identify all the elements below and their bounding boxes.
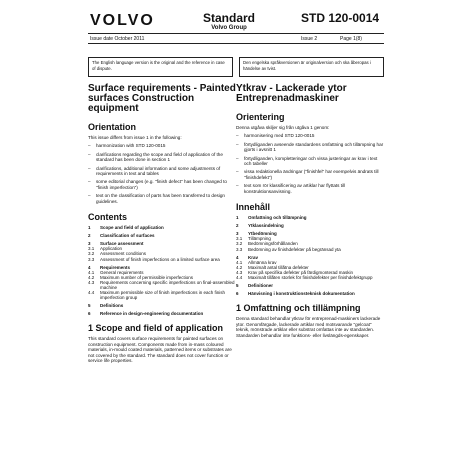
list-item: – clarifications regarding the scope and field of application of the standard has been done in section 1: [88, 151, 223, 163]
notice-box-swedish: Den engelska språkversionen är originalversion och ska åberopas i händelse av tvist.: [239, 57, 384, 77]
issue-date: Issue date October 2011: [90, 36, 145, 42]
toc-entry: [88, 233, 236, 238]
orientation-list: [88, 143, 236, 204]
standard-title: Standard: [202, 11, 255, 25]
toc-entry: [236, 223, 384, 228]
toc-number: 5: [236, 283, 239, 289]
toc-number: 3.2: [88, 251, 95, 257]
toc-entry: [88, 303, 236, 308]
toc-entry: [88, 280, 236, 290]
toc-number: 4.1: [236, 259, 243, 265]
list-item: – vissa redaktionella ändringar ("finishfel" har exempelvis ändrats till "finishdefekt"): [236, 169, 379, 180]
toc-title: Tillämpning: [248, 236, 271, 242]
toc-entry: [88, 311, 236, 316]
list-item: – text som rör klassificering av artiklar har flyttats till konstruktionsanvisning.: [236, 183, 346, 194]
toc-entry: [236, 275, 384, 280]
section-1-heading: 1 Omfattning och tillämpning: [236, 303, 361, 314]
toc-number: 3.3: [88, 256, 95, 262]
toc-number: 4.4: [236, 275, 243, 280]
toc-number: 3.3: [236, 246, 243, 252]
toc-title: Maximum permissible size of finish imperfections in each finish imperfection group: [100, 290, 226, 301]
toc-title: Classification of surfaces: [100, 233, 155, 239]
toc-title: Allmänna krav: [248, 259, 277, 265]
toc-title: Requirements concerning specific imperfections on final-assembled machine: [100, 279, 235, 290]
toc-title: Hänvisning i konstruktionsteknisk dokumentation: [248, 291, 355, 297]
section-1-text: Denna standard behandlar ytkrav för entreprenad-maskiners lackerade ytor. Genomfärgade, lackerade artiklar med motsvarande "gelcoat" teknik, mönstrade artiklar eller substrat omfattas inte av standarden. Standarden behandlar inte funktions- eller livslängds-egenskaper.: [236, 316, 381, 338]
table-of-contents: [236, 215, 384, 296]
standard-subtitle: Volvo Group: [211, 25, 247, 31]
toc-title: Ytklassindelning: [248, 223, 284, 229]
toc-title: Surface assessment: [100, 241, 144, 247]
toc-number: 3.1: [88, 246, 95, 252]
list-item: – harmonisering med STD 120-0015: [236, 133, 315, 139]
toc-entry: [236, 215, 384, 220]
orientation-intro: This issue differs from issue 1 in the following:: [88, 135, 182, 140]
toc-title: Maximalt antal tillåtna defekter: [248, 264, 309, 270]
standard-number: STD 120-0014: [301, 11, 380, 25]
orientering-list: [236, 133, 384, 194]
toc-title: Krav: [248, 254, 259, 260]
toc-title: Scope and field of application: [100, 225, 164, 231]
toc-number: 6: [88, 311, 91, 317]
toc-entry: [88, 225, 236, 230]
table-of-contents: [88, 225, 236, 316]
list-item: – text on the classification of parts has been transferred to design guidelines.: [88, 193, 225, 204]
toc-title: Reference in design-engineering documentation: [100, 311, 204, 317]
notice-box-english: The English language version is the original and the reference in case of dispute.: [88, 57, 233, 77]
toc-number: 2: [88, 233, 91, 239]
swedish-column: [236, 84, 384, 338]
toc-entry: [236, 283, 384, 288]
toc-title: Definitions: [100, 303, 124, 309]
toc-entry: [236, 291, 384, 296]
section-1-text: This standard covers surface requirements for painted surfaces on construction equipment. Components made from in-mass coloured materials, in-mould coated materials, patterned items or substrates are not covered by the standard. The standard does not cover function or service life properties.: [88, 336, 232, 364]
orientering-intro: Denna utgåva skiljer sig från utgåva 1 genom:: [236, 125, 330, 130]
list-item: – some editorial changes (e.g. "finish defect" has been changed to "finish imperfection"): [88, 179, 227, 190]
list-item: – förtydliganden, kompletteringar och vissa justeringar av krav i text och tabeller: [236, 155, 378, 167]
innehall-heading: Innehåll: [236, 202, 271, 213]
toc-title: Application: [100, 246, 123, 252]
header-rule-bottom: [88, 43, 384, 44]
toc-title: Assessment of finish imperfections on a limited surface area: [100, 256, 220, 262]
toc-title: Omfattning och tillämpning: [248, 215, 307, 221]
list-item: – harmonization with STD 120-0015: [88, 143, 166, 149]
toc-title: Assessment conditions: [100, 251, 147, 257]
toc-title: Bedömning av finishdefekter på begränsad yta: [248, 246, 341, 252]
toc-title: Maximum number of permissible imperfections: [100, 274, 194, 280]
toc-title: Krav på specifika defekter på färdigmonterad maskin: [248, 269, 354, 275]
toc-title: Maximalt tillåten storlek för finishdefekter per finishdefektgrupp: [248, 275, 373, 280]
issue-number: Issue 2: [301, 36, 318, 42]
header-rule-top: [88, 33, 384, 34]
toc-title: General requirements: [100, 269, 144, 275]
list-item: – förtydliganden avseende standardens omfattning och tillämpning har gjorts i avsnitt 1: [236, 141, 384, 153]
toc-number: 4.2: [236, 264, 243, 270]
toc-title: Requirements: [100, 264, 131, 270]
contents-heading: Contents: [88, 212, 127, 223]
volvo-logo: VOLVO: [90, 12, 155, 29]
toc-number: 1: [88, 225, 91, 231]
toc-entry: [88, 257, 236, 262]
english-column: [88, 84, 236, 364]
orientering-heading: Orientering: [236, 112, 285, 122]
toc-entry: [236, 247, 384, 252]
toc-number: 4: [236, 254, 239, 260]
page-number: Page 1(8): [340, 36, 362, 42]
toc-number: 2: [236, 223, 239, 229]
english-title: Surface requirements - Painted surfaces Construction equipment: [88, 83, 236, 114]
swedish-title: Ytkrav - Lackerade ytor Entreprenadmaskiner: [236, 83, 347, 104]
toc-title: Ytbedömning: [248, 231, 277, 237]
toc-number: 3: [236, 231, 239, 237]
list-item: – clarifications, additional information and some adjustments of requirements in text and tables: [88, 165, 221, 177]
toc-number: 5: [88, 303, 91, 309]
toc-number: 4.3: [236, 269, 243, 275]
section-1-heading: 1 Scope and field of application: [88, 323, 224, 334]
toc-number: 4.1: [88, 269, 95, 275]
toc-number: 4.2: [88, 274, 95, 280]
toc-title: Definitioner: [248, 283, 274, 289]
toc-number: 3: [88, 241, 91, 247]
toc-number: 3.2: [236, 241, 243, 247]
toc-number: 1: [236, 215, 239, 221]
toc-entry: [88, 290, 236, 300]
toc-number: 4: [88, 264, 91, 270]
toc-number: 3.1: [236, 236, 243, 242]
toc-number: 4.3: [88, 279, 95, 285]
orientation-heading: Orientation: [88, 122, 137, 132]
toc-number: 6: [236, 291, 239, 297]
toc-title: Bedömningsförhållanden: [248, 241, 298, 247]
toc-number: 4.4: [88, 290, 95, 296]
